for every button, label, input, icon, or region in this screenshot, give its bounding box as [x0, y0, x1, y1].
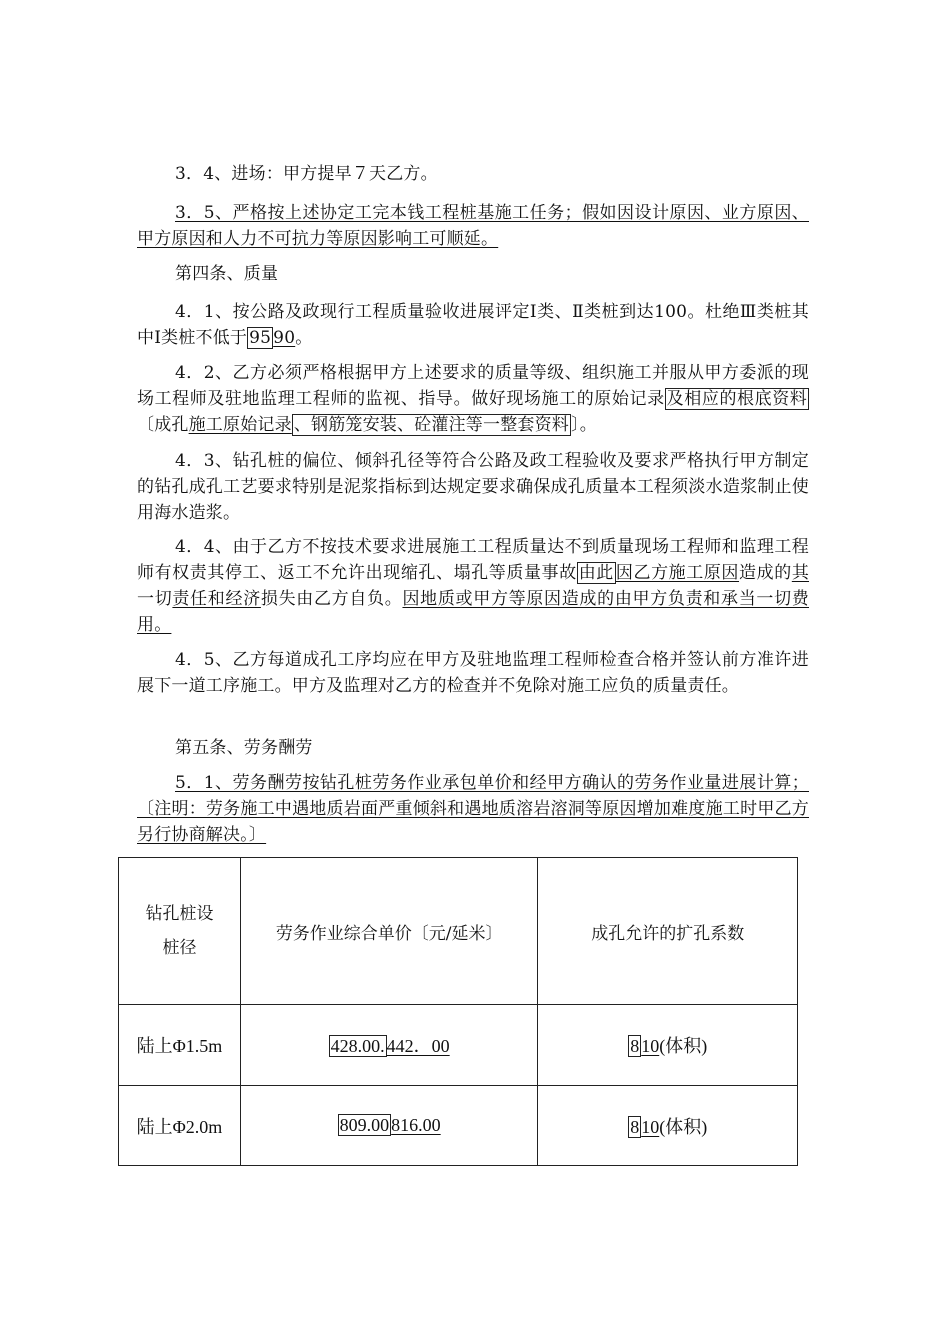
clause-4-4-text: 4．4、由于乙方不按技术要求进展施工工程质量达不到质量现场工程师和监理工程师有权责其停工、返工不允许出现缩孔、塌孔等质量事故	[137, 537, 809, 583]
row-2-diameter-text: 陆上Φ2.0m	[136, 1116, 223, 1137]
table-header-row	[119, 858, 798, 1005]
row-2-coef-old: 8	[630, 1116, 640, 1137]
revision-box-1: 及相应的根底资料	[666, 389, 807, 409]
table-row	[119, 1086, 798, 1166]
table-row	[119, 1005, 798, 1086]
row-2-coef-unit: (体积)	[659, 1116, 708, 1137]
clause-3-4	[137, 161, 809, 187]
revision-box-2: 、钢筋笼安装、砼灌注等一整套资料	[293, 415, 570, 435]
section-5-title: 第五条、劳务酬劳	[175, 738, 313, 758]
row-1-price	[240, 1005, 538, 1086]
header-unit-price: 劳务作业综合单价〔元/延米〕	[240, 858, 538, 1005]
revision-inserted-2: 因乙方施工原因	[615, 563, 740, 583]
header-diameter-label: 钻孔桩设桩径	[145, 904, 214, 958]
clause-3-4-text: 3．4、进场：甲方提早７天乙方。	[175, 164, 438, 184]
row-1-price-old: 428.00.	[330, 1036, 385, 1056]
clause-4-1-text: 4．1、按公路及政现行工程质量验收进展评定Ⅰ类、Ⅱ类桩到达100。杜绝Ⅲ类桩其中Ⅰ类桩不低于	[137, 302, 809, 348]
revision-inserted-5: 因地质或甲方等原因造成的由甲方负责和承当一切费用。	[137, 589, 809, 635]
clause-4-2-text-c: 〔成孔	[137, 415, 189, 435]
section-5-heading	[137, 735, 809, 761]
clause-4-5	[137, 647, 809, 699]
clause-4-4-text-d: 造成的	[739, 563, 792, 583]
clause-4-3	[137, 448, 809, 526]
row-1-coef-unit: (体积)	[659, 1036, 708, 1056]
row-1-price-new: 442．00	[386, 1036, 450, 1056]
clause-5-1	[137, 770, 809, 848]
row-2-price-old: 809.00	[339, 1115, 390, 1135]
clause-4-1-end: 。	[295, 328, 313, 348]
header-coefficient: 成孔允许的扩孔系数	[538, 858, 798, 1005]
revision-inserted-1: 施工原始记录	[188, 415, 292, 435]
clause-4-4-text-h: 损失由乙方自负。	[260, 589, 403, 609]
row-2-price	[240, 1086, 538, 1166]
clause-5-1-text: 5．1、劳务酬劳按钻孔桩劳务作业承包单价和经甲方确认的劳务作业量进展计算；〔注明：劳务施工中遇地质岩面严重倾斜和遇地质溶岩溶洞等原因增加难度施工时甲乙方另行协商解决。〕	[137, 773, 809, 845]
clause-4-2-end: 〕。	[571, 415, 597, 435]
clause-4-1	[137, 299, 809, 351]
clause-4-4-text-f: 一切	[137, 589, 173, 609]
row-1-coef-new: 10	[641, 1036, 660, 1056]
revision-deleted-value: 95	[249, 328, 272, 348]
header-diameter	[119, 858, 241, 1005]
row-1-coef-old: 8	[630, 1036, 640, 1056]
revision-inserted-4: 责任和经济	[172, 589, 261, 609]
clause-4-4	[137, 534, 809, 638]
clause-4-2-text: 4．2、乙方必须严格根据甲方上述要求的质量等级、组织施工并服从甲方委派的现场工程师及驻地监理工程师的监视、指导。做好现场施工的原始记录	[137, 363, 809, 409]
revision-inserted-value: 90	[273, 328, 296, 348]
rates-table	[118, 857, 798, 1166]
row-1-coefficient	[538, 1005, 798, 1086]
clause-3-5	[137, 200, 809, 252]
clause-3-5-text: 3．5、严格按上述协定工完本钱工程桩基施工任务；假如因设计原因、业方原因、甲方原因和人力不可抗力等原因影响工可顺延。	[137, 203, 809, 249]
section-4-title: 第四条、质量	[175, 264, 279, 284]
clause-4-3-text: 4．3、钻孔桩的偏位、倾斜孔径等符合公路及政工程验收及要求严格执行甲方制定的钻孔成孔工艺要求特别是泥浆指标到达规定要求确保成孔质量本工程须淡水造浆制止使用海水造浆。	[137, 451, 809, 523]
row-2-coefficient	[538, 1086, 798, 1166]
clause-4-5-text: 4．5、乙方每道成孔工序均应在甲方及驻地监理工程师检查合格并签认前方准许进展下一道工序施工。甲方及监理对乙方的检查并不免除对施工应负的质量责任。	[137, 650, 809, 696]
row-1-diameter	[119, 1005, 241, 1086]
clause-4-2	[137, 360, 809, 438]
row-2-coef-new: 10	[641, 1116, 660, 1137]
revision-inserted-3: 其	[791, 563, 810, 583]
row-2-price-new: 816.00	[391, 1115, 441, 1135]
section-4-heading	[137, 261, 809, 287]
row-1-diameter-text: 陆上Φ1.5m	[136, 1036, 223, 1056]
row-2-diameter	[119, 1086, 241, 1166]
revision-box-3: 由此	[578, 563, 614, 583]
